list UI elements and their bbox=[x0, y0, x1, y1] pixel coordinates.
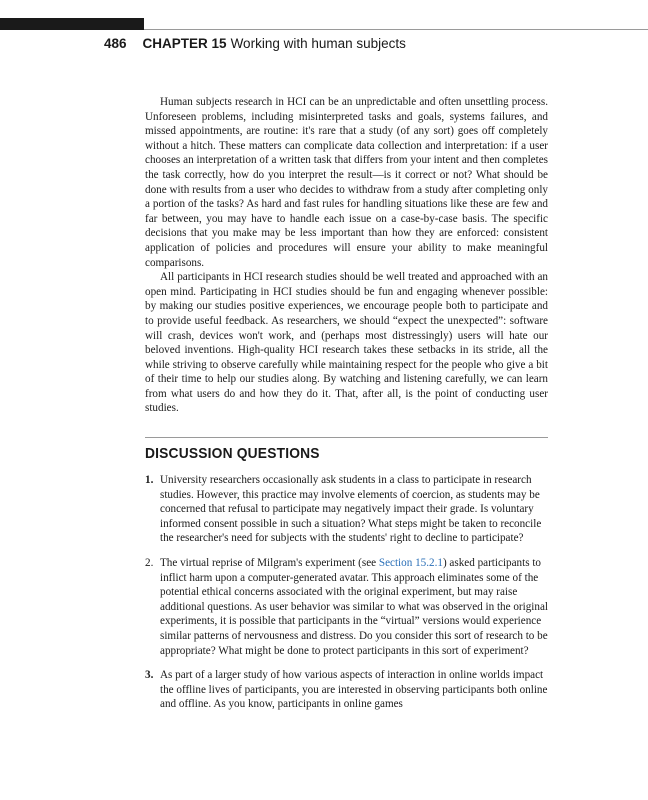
header-bar bbox=[0, 18, 144, 30]
question-text-part: The virtual reprise of Milgram's experiment (see bbox=[160, 556, 379, 569]
question-number: 2. bbox=[145, 556, 154, 569]
chapter-label: CHAPTER 15 bbox=[142, 36, 227, 51]
chapter-title: Working with human subjects bbox=[230, 36, 406, 51]
question-text: As part of a larger study of how various aspects of interaction in online worlds impact the offline lives of participants, you are interested in observing participants both online and offline. As you know, participants in online games bbox=[160, 669, 548, 711]
discussion-questions bbox=[145, 473, 548, 722]
paragraph: Human subjects research in HCI can be an unpredictable and often unsettling process. Unforeseen problems, including misinterpreted tasks and goals, systems failures, and missed appointments, are routine: it's rare that a study (of any sort) goes off completely without a hitch. These matters can complicate data collection and interpretation: if a user chooses an interpretation of a written task that differs from your intent and then completes the task correctly, how do you interpret the result—is it correct or not? What should be done with results from a user who decides to withdraw from a study after completing only a portion of the tasks? As hard and fast rules for handling situations like these are few and far between, you may have to handle each issue on a case-by-case basis. The specific decisions that you make may be less important than how they are enforced: consistent application of policies and procedures will ensure your ability to make meaningful comparisons. bbox=[145, 96, 548, 269]
question-item bbox=[145, 473, 548, 546]
body-text bbox=[145, 95, 548, 416]
question-number: 3. bbox=[145, 669, 154, 682]
question-text bbox=[160, 557, 548, 657]
question-item bbox=[145, 556, 548, 658]
question-item bbox=[145, 668, 548, 712]
running-header bbox=[104, 36, 406, 52]
question-text: University researchers occasionally ask students in a class to participate in research studies. However, this practice may involve elements of coercion, as students may be concerned that refusal to participate may negatively impact their grade. Is voluntary informed consent possible in such a situation? What steps might be taken to reconcile the researcher's need for subjects with the students' right to decline to participate? bbox=[160, 474, 542, 545]
section-rule bbox=[145, 437, 548, 438]
page-number: 486 bbox=[104, 36, 127, 51]
discussion-heading: DISCUSSION QUESTIONS bbox=[145, 445, 320, 462]
question-text-part: ) asked participants to inflict harm upon a computer-generated avatar. This approach eliminates some of the potential ethical concerns associated with the original experiment, but may raise additional questions. As user behavior was similar to what was observed in the original experiments, it is possible that participants in the “virtual” versions would experience similar patterns of nervousness and distress. Do you consider this sort of research to be appropriate? What might be done to protect participants in this sort of experiment? bbox=[160, 556, 548, 657]
question-number: 1. bbox=[145, 474, 154, 486]
header-rule bbox=[144, 29, 648, 30]
section-link[interactable]: Section 15.2.1 bbox=[378, 556, 443, 569]
paragraph: All participants in HCI research studies should be well treated and approached with an open mind. Participating in HCI studies should be fun and engaging whenever possible: by making our studies positive experiences, we encourage people both to participate and to provide useful feedback. As researchers, we should “expect the unexpected”: software will crash, devices won't work, and (perhaps most distressingly) users will hate our beloved inventions. High-quality HCI research takes these setbacks in its stride, all the while striving to observe carefully while maintaining respect for the people who give a bit of their time to help our studies along. By watching and listening carefully, we can learn from what users do and how they do it. That, after all, is the point of conducting user studies. bbox=[145, 271, 548, 415]
